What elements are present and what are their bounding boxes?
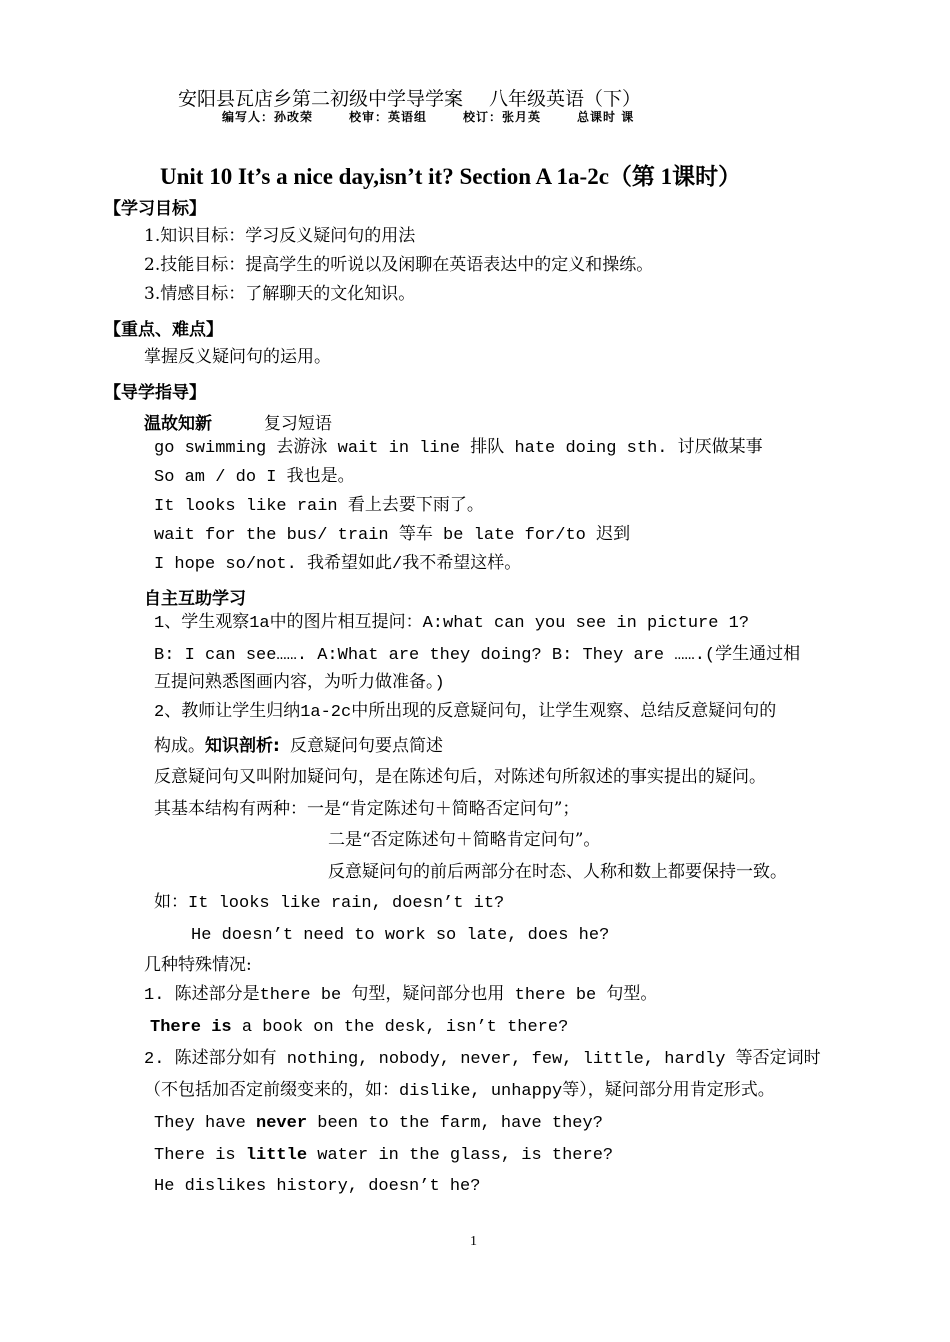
document-header xyxy=(178,84,641,111)
case-1-example xyxy=(150,1018,568,1038)
editor: 编写人：孙改荣 xyxy=(222,110,314,124)
special-cases-heading: 几种特殊情况: xyxy=(144,955,252,975)
step2-line-a: 2、教师让学生归纳1a-2c中所出现的反意疑问句，让学生观察、总结反意疑问句的 xyxy=(154,703,777,722)
review-section xyxy=(144,409,332,434)
objective-2: 2.技能目标：提高学生的听说以及闲聊在英语表达中的定义和操练。 xyxy=(144,255,654,275)
case-2-example-2 xyxy=(154,1146,613,1166)
total-hours: 总课时 课 xyxy=(577,110,635,124)
step2-line-b xyxy=(154,736,443,758)
keypoints-heading: 【重点、难点】 xyxy=(104,320,223,340)
phrase-line-1: go swimming 去游泳 wait in line 排队 hate doing sth. 讨厌做某事 xyxy=(154,439,763,458)
phrase-line-5: I hope so/not. 我希望如此/我不希望这样。 xyxy=(154,555,522,574)
case-1-rest: a book on the desk, isn’t there? xyxy=(231,1018,569,1037)
step1-line-b: B: I can see……. A:What are they doing? B: They are …….(学生通过相 xyxy=(154,646,801,665)
revisor: 校订：张月英 xyxy=(463,110,542,124)
grade-subject: 八年级英语（下） xyxy=(489,88,642,110)
case-2-line-a: 2. 陈述部分如有 nothing, nobody, never, few, little, hardly 等否定词时 xyxy=(144,1050,821,1069)
case-2-line-b: （不包括加否定前缀变来的，如：dislike, unhappy等），疑问部分用肯定形式。 xyxy=(144,1082,775,1101)
objective-1: 1.知识目标：学习反义疑问句的用法 xyxy=(144,226,416,246)
example-2: He doesn’t need to work so late, does he? xyxy=(191,926,610,945)
page-title: Unit 10 It’s a nice day,isn’t it? Section A 1a-2c（第 1课时） xyxy=(160,164,742,189)
definition-line-2: 其基本结构有两种：一是“肯定陈述句＋简略否定问句”； xyxy=(154,799,580,819)
definition-line-1: 反意疑问句又叫附加疑问句，是在陈述句后，对陈述句所叙述的事实提出的疑问。 xyxy=(154,767,766,787)
definition-line-4: 反意疑问句的前后两部分在时态、人称和数上都要保持一致。 xyxy=(328,862,787,882)
case-2-ex1-bold: never xyxy=(256,1114,308,1133)
step2-prefix: 构成。 xyxy=(154,738,205,757)
case-2-example-1 xyxy=(154,1114,603,1134)
keypoints-text: 掌握反义疑问句的运用。 xyxy=(144,347,331,367)
school-name: 安阳县瓦店乡第二初级中学导学案 xyxy=(178,88,464,110)
phrase-line-2: So am / do I 我也是。 xyxy=(154,468,355,487)
objective-3: 3.情感目标：了解聊天的文化知识。 xyxy=(144,284,416,304)
case-2-ex2-bold: little xyxy=(245,1146,308,1165)
analysis-label: 知识剖析: xyxy=(205,736,280,756)
phrase-line-4: wait for the bus/ train 等车 be late for/to 迟到 xyxy=(154,526,631,545)
review-label: 温故知新 xyxy=(144,414,212,434)
objectives-heading: 【学习目标】 xyxy=(104,199,206,219)
definition-line-3: 二是“否定陈述句＋简略肯定问句”。 xyxy=(328,830,601,850)
case-2-ex2-post: water in the glass, is there? xyxy=(307,1146,614,1165)
example-1: 如：It looks like rain, doesn’t it? xyxy=(154,894,505,913)
reviewer: 校审：英语组 xyxy=(349,110,428,124)
case-2-ex1-post: been to the farm, have they? xyxy=(307,1114,603,1133)
step1-line-c: 互提问熟悉图画内容，为听力做准备。) xyxy=(154,674,445,693)
case-2-ex2-pre: There is xyxy=(154,1146,246,1165)
review-title: 复习短语 xyxy=(263,414,332,434)
step1-line-a: 1、学生观察1a中的图片相互提问：A:what can you see in picture 1? xyxy=(154,614,750,633)
header-credits xyxy=(222,108,670,125)
step2-suffix: 反意疑问句要点简述 xyxy=(279,738,444,757)
case-1: 1. 陈述部分是there be 句型，疑问部分也用 there be 句型。 xyxy=(144,986,658,1005)
phrase-line-3: It looks like rain 看上去要下雨了。 xyxy=(154,497,484,516)
case-2-example-3: He dislikes history, doesn’t he? xyxy=(154,1177,481,1196)
guide-heading: 【导学指导】 xyxy=(104,383,206,403)
self-study-label: 自主互助学习 xyxy=(144,589,246,609)
case-2-ex1-pre: They have xyxy=(154,1114,257,1133)
page-number: 1 xyxy=(470,1234,477,1249)
case-1-bold: There is xyxy=(150,1018,232,1037)
